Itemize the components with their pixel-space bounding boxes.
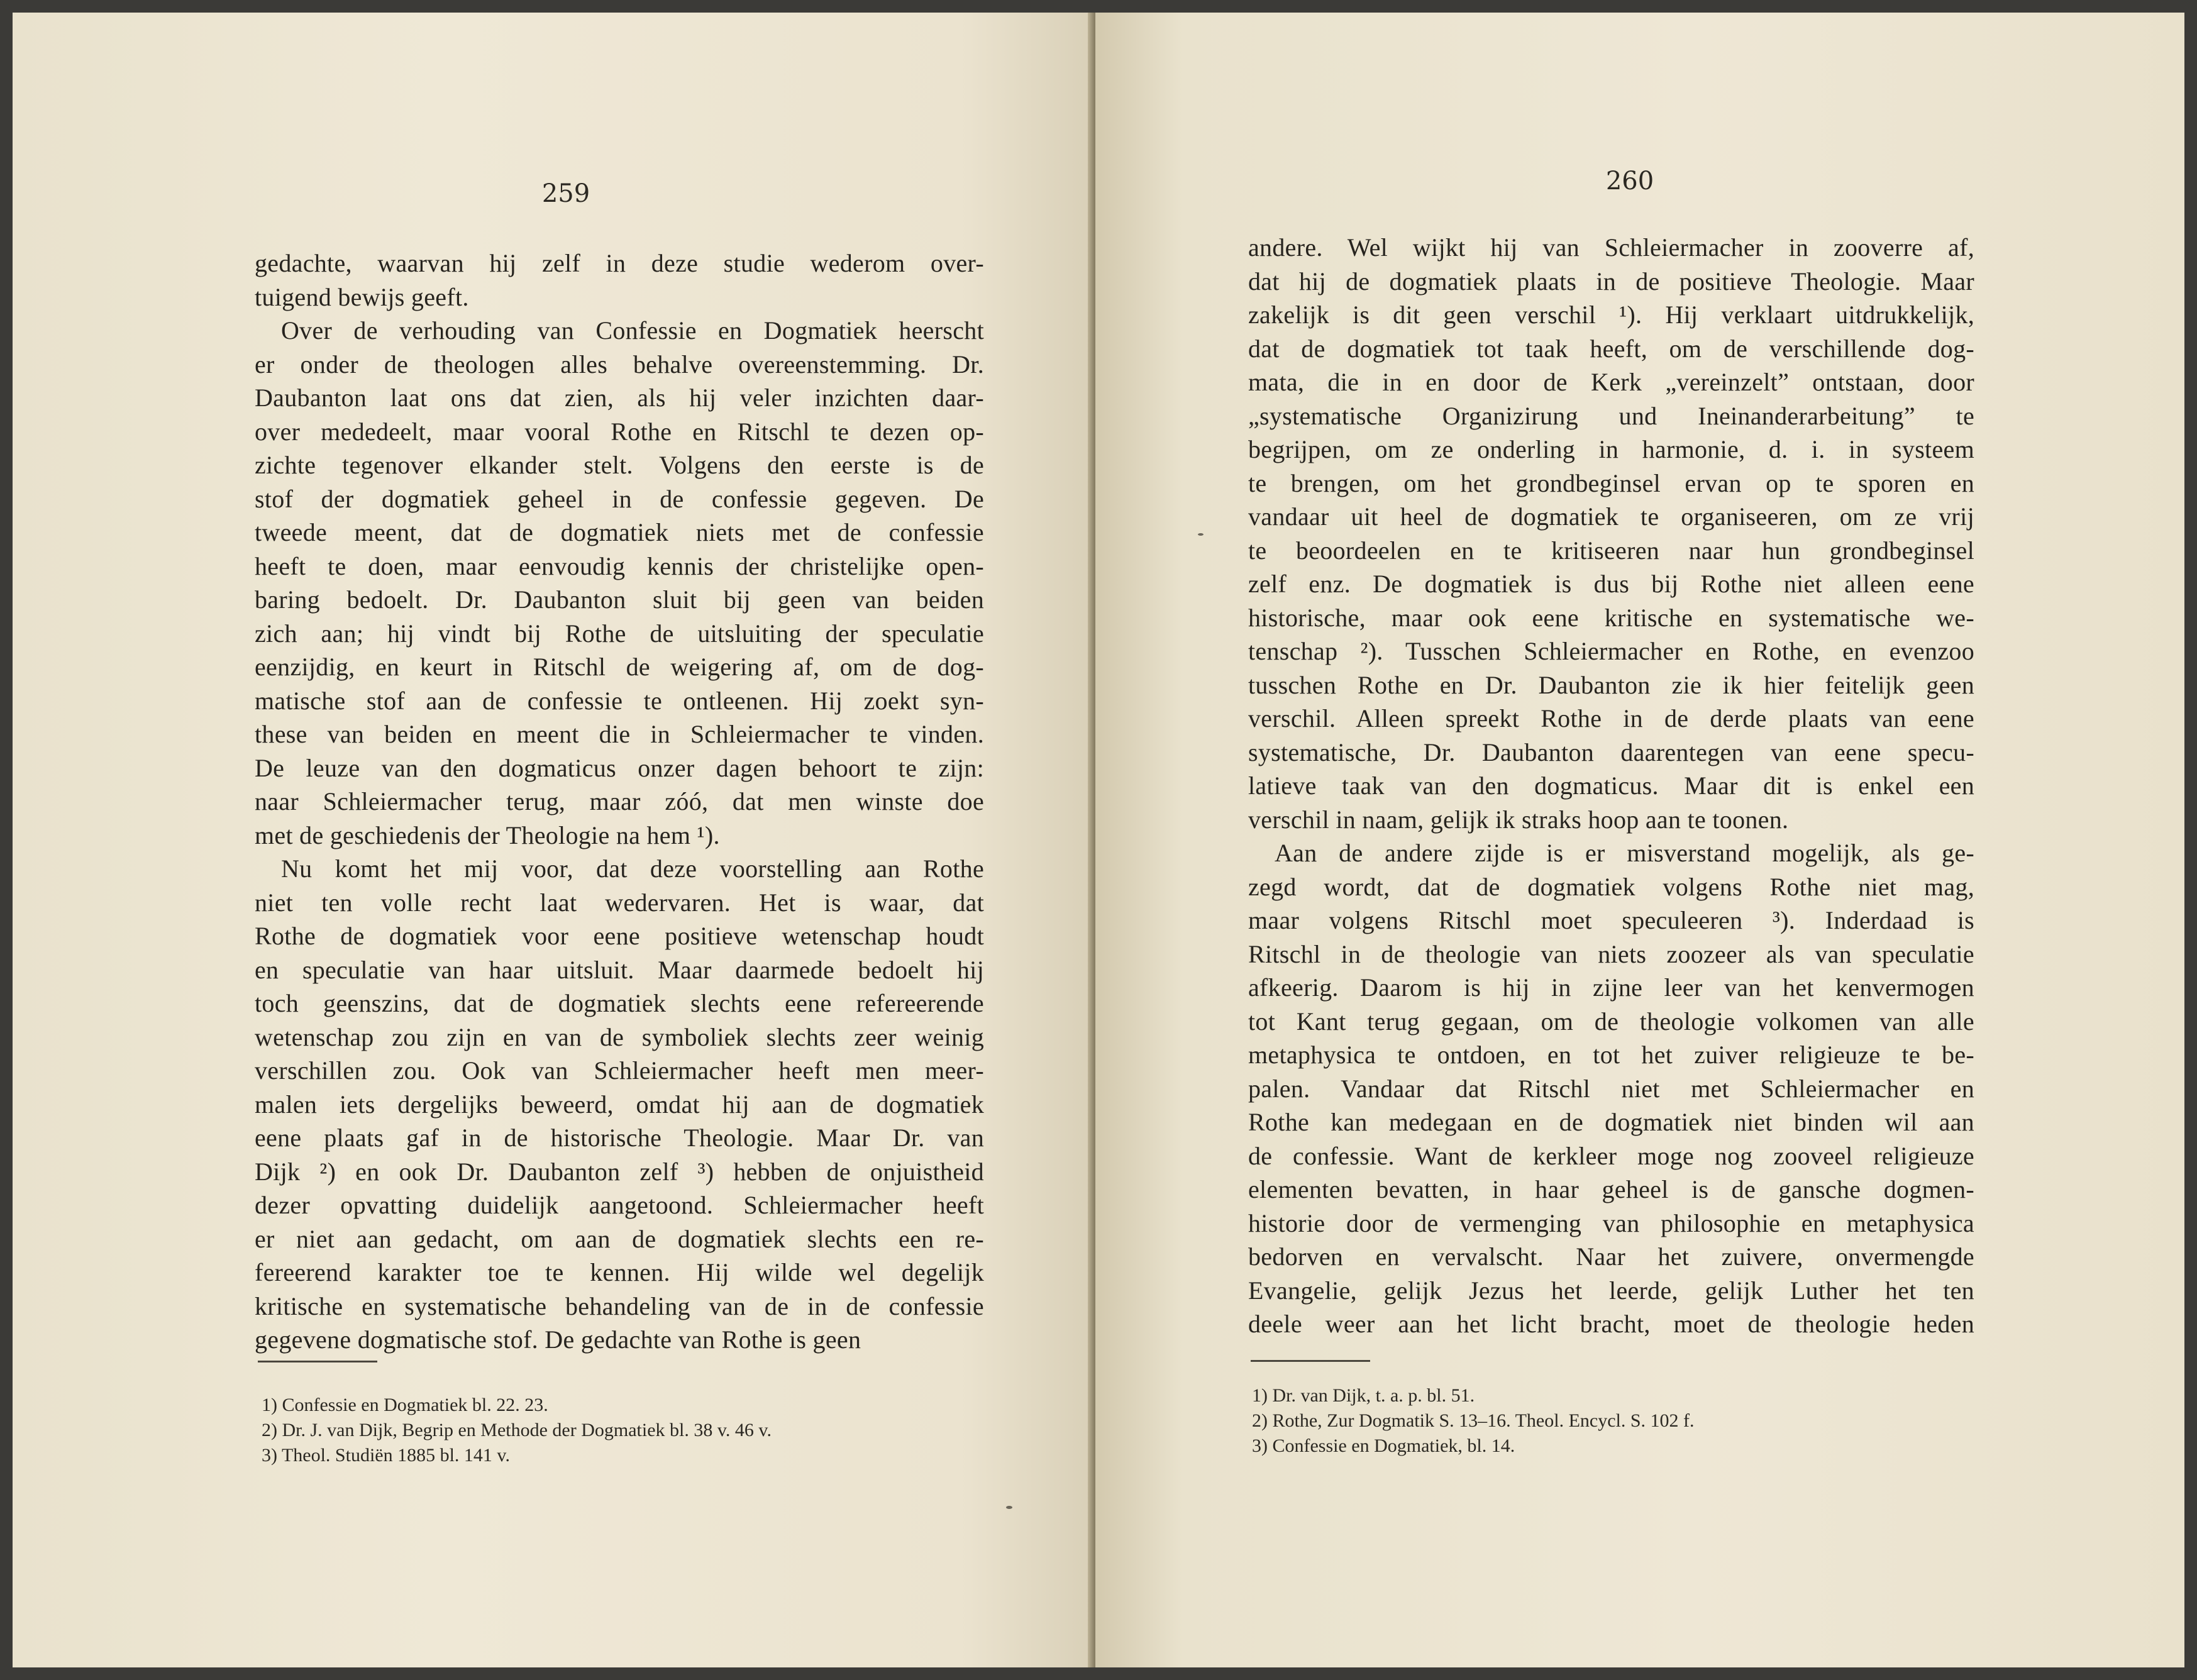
text-line: de confessie. Want de kerkleer moge nog zooveel religieuze — [1248, 1141, 1974, 1170]
text-line: verschillen zou. Ook van Schleiermacher heeft men meer- — [255, 1056, 984, 1085]
text-line: kritische en systematische behandeling van de in de confessie — [255, 1291, 984, 1320]
text-line: verschil. Alleen spreekt Rothe in de derde plaats van eene — [1248, 704, 1974, 732]
text-line: maar volgens Ritschl moet speculeeren ³). Inderdaad is — [1248, 906, 1974, 934]
text-line: tenschap ²). Tusschen Schleiermacher en Rothe, en evenzoo — [1248, 637, 1974, 665]
text-line: te beoordeelen en te kritiseeren naar hun grondbeginsel — [1248, 536, 1974, 565]
text-line: dat hij de dogmatiek plaats in de positieve Theologie. Maar — [1248, 267, 1974, 296]
text-line: historische, maar ook eene kritische en systematische we- — [1248, 603, 1974, 632]
text-line: matische stof aan de confessie te ontleenen. Hij zoekt syn- — [255, 686, 984, 715]
text-line: wetenschap zou zijn en van de symboliek slechts zeer weinig — [255, 1022, 984, 1051]
paper-speck — [1198, 533, 1204, 536]
text-line: niet ten volle recht laat wedervaren. Het is waar, dat — [255, 888, 984, 917]
body-text — [255, 246, 984, 1357]
right-page — [1095, 13, 2184, 1667]
text-line: bedorven en vervalscht. Naar het zuivere, onvermengde — [1248, 1242, 1974, 1271]
footnote: 2) Rothe, Zur Dogmatik S. 13–16. Theol. Encycl. S. 102 f. — [1252, 1410, 1695, 1431]
text-line: toch geenszins, dat de dogmatiek slechts eene refereerende — [255, 989, 984, 1017]
text-line: stof der dogmatiek geheel in de confessie gegeven. De — [255, 484, 984, 513]
text-line: zegd wordt, dat de dogmatiek volgens Rothe niet mag, — [1248, 872, 1974, 901]
text-line: zelf enz. De dogmatiek is dus bij Rothe niet alleen eene — [1248, 570, 1974, 598]
text-line: Evangelie, gelijk Jezus het leerde, gelijk Luther het ten — [1248, 1276, 1974, 1305]
text-line: these van beiden en meent die in Schleiermacher te vinden. — [255, 720, 984, 748]
text-line: „systematische Organizirung und Ineinanderarbeitung” te — [1248, 401, 1974, 430]
text-line: elementen bevatten, in haar geheel is de gansche dogmen- — [1248, 1175, 1974, 1203]
text-line: fereerend karakter toe te kennen. Hij wilde wel degelijk — [255, 1258, 984, 1286]
text-line: dezer opvatting duidelijk aangetoond. Schleiermacher heeft — [255, 1191, 984, 1219]
text-line: over mededeelt, maar vooral Rothe en Ritschl te dezen op- — [255, 417, 984, 446]
text-line: met de geschiedenis der Theologie na hem ¹). — [255, 821, 720, 849]
text-line: mata, die in en door de Kerk „vereinzelt” ontstaan, door — [1248, 368, 1974, 396]
text-line: deele weer aan het licht bracht, moet de theologie heden — [1248, 1310, 1974, 1338]
text-line: tuigend bewijs geeft. — [255, 282, 469, 311]
footnotes — [258, 1393, 987, 1468]
text-line: tweede meent, dat de dogmatiek niets met de confessie — [255, 518, 984, 546]
text-line: Daubanton laat ons dat zien, als hij veler inzichten daar- — [255, 384, 984, 412]
text-line: historie door de vermenging van philosophie en metaphysica — [1248, 1208, 1974, 1237]
text-line: afkeerig. Daarom is hij in zijne leer van het kenvermogen — [1248, 973, 1974, 1002]
footnote: 3) Confessie en Dogmatiek, bl. 14. — [1252, 1435, 1515, 1456]
text-line: malen iets dergelijks beweerd, omdat hij aan de dogmatiek — [255, 1090, 984, 1119]
text-line: vandaar uit heel de dogmatiek te organiseeren, om ze vrij — [1248, 502, 1974, 531]
text-line: dat de dogmatiek tot taak heeft, om de verschillende dog- — [1248, 334, 1974, 363]
text-line: systematische, Dr. Daubanton daarentegen van eene specu- — [1248, 738, 1974, 766]
text-line: Dijk ²) en ook Dr. Daubanton zelf ³) hebben de onjuistheid — [255, 1157, 984, 1186]
left-page — [13, 13, 1093, 1667]
text-line: eenzijdig, en keurt in Ritschl de weigering af, om de dog- — [255, 653, 984, 681]
footnote-rule — [1251, 1360, 1370, 1362]
text-line: naar Schleiermacher terug, maar zóó, dat men winste doe — [255, 787, 984, 815]
text-line: begrijpen, om ze onderling in harmonie, d. i. in systeem — [1248, 435, 1974, 463]
body-text — [1248, 231, 1974, 1341]
text-line: te brengen, om het grondbeginsel ervan op te sporen en — [1248, 468, 1974, 497]
footnote: 1) Confessie en Dogmatiek bl. 22. 23. — [262, 1395, 548, 1415]
text-line: tusschen Rothe en Dr. Daubanton zie ik hier feitelijk geen — [1248, 670, 1974, 699]
text-line: gedachte, waarvan hij zelf in deze studie wederom over- — [255, 249, 984, 277]
footnote: 3) Theol. Studiën 1885 bl. 141 v. — [262, 1445, 510, 1466]
text-line: gegevene dogmatische stof. De gedachte van Rothe is geen — [255, 1325, 861, 1354]
text-line: er niet aan gedacht, om aan de dogmatiek slechts een re- — [255, 1224, 984, 1253]
text-line: er onder de theologen alles behalve overeenstemming. Dr. — [255, 350, 984, 379]
text-line: baring bedoelt. Dr. Daubanton sluit bij geen van beiden — [255, 585, 984, 614]
text-line: Rothe kan medegaan en de dogmatiek niet binden wil aan — [1248, 1108, 1974, 1136]
text-line: Aan de andere zijde is er misverstand mogelijk, als ge- — [1275, 839, 1974, 867]
text-line: De leuze van den dogmaticus onzer dagen behoort te zijn: — [255, 753, 984, 782]
text-line: verschil in naam, gelijk ik straks hoop aan te toonen. — [1248, 805, 1789, 834]
text-line: Rothe de dogmatiek voor eene positieve wetenschap houdt — [255, 922, 984, 950]
text-line: Ritschl in de theologie van niets zoozeer als van speculatie — [1248, 939, 1974, 968]
text-line: zakelijk is dit geen verschil ¹). Hij verklaart uitdrukkelijk, — [1248, 301, 1974, 329]
footnotes — [1248, 1383, 1978, 1459]
text-line: zich aan; hij vindt bij Rothe de uitsluiting der speculatie — [255, 619, 984, 648]
text-line: en speculatie van haar uitsluit. Maar daarmede bedoelt hij — [255, 955, 984, 984]
text-line: andere. Wel wijkt hij van Schleiermacher in zooverre af, — [1248, 233, 1974, 262]
text-line: heeft te doen, maar eenvoudig kennis der christelijke open- — [255, 551, 984, 580]
text-line: Nu komt het mij voor, dat deze voorstelling aan Rothe — [281, 854, 984, 883]
text-line: zichte tegenover elkander stelt. Volgens den eerste is de — [255, 451, 984, 479]
paper-speck — [1006, 1506, 1012, 1509]
text-line: eene plaats gaf in de historische Theologie. Maar Dr. van — [255, 1124, 984, 1152]
footnote-rule — [258, 1361, 377, 1362]
text-line: metaphysica te ontdoen, en tot het zuiver religieuze te be- — [1248, 1041, 1974, 1069]
text-line: tot Kant terug gegaan, om de theologie volkomen van alle — [1248, 1007, 1974, 1036]
footnote: 1) Dr. van Dijk, t. a. p. bl. 51. — [1252, 1385, 1475, 1406]
text-line: palen. Vandaar dat Ritschl niet met Schleiermacher en — [1248, 1074, 1974, 1103]
text-line: latieve taak van den dogmaticus. Maar dit is enkel een — [1248, 771, 1974, 800]
footnote: 2) Dr. J. van Dijk, Begrip en Methode der Dogmatiek bl. 38 v. 46 v. — [262, 1420, 772, 1440]
text-line: Over de verhouding van Confessie en Dogmatiek heerscht — [281, 316, 984, 345]
page-number: 260 — [1605, 167, 1654, 196]
page-number: 259 — [541, 179, 590, 208]
